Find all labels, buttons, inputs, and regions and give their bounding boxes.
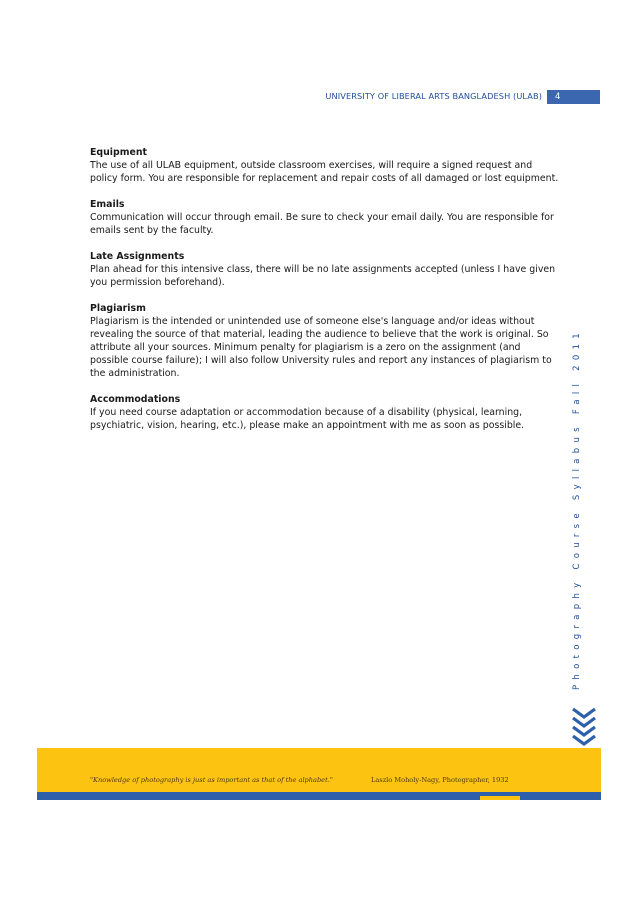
logo-fragment <box>480 796 520 800</box>
syllabus-content <box>90 146 560 445</box>
page-number: 4 <box>547 90 600 104</box>
section-body: Communication will occur through email. Be sure to check your email daily. You are responsible for emails sent by the faculty. <box>90 212 554 236</box>
side-label: Photography Course Syllabus Fall 2011 <box>572 328 582 690</box>
section-heading: Late Assignments <box>90 251 185 262</box>
section-heading: Plagiarism <box>90 303 146 314</box>
section-accommodations <box>90 393 560 432</box>
footer-quote: "Knowledge of photography is just as important as that of the alphabet." <box>90 776 333 784</box>
chevron-down-icon <box>570 706 598 746</box>
footer-band <box>37 748 601 792</box>
section-late-assignments <box>90 250 560 289</box>
section-heading: Emails <box>90 199 125 210</box>
section-body: Plagiarism is the intended or unintended use of someone else's language and/or ideas without revealing the source of that material, leading the audience to believe that the work is original. So attribute all your sources. Minimum penalty for plagiarism is a zero on the assignment (and possible course failure); I will also follow University rules and report any instances of plagiarism to the administration. <box>90 316 552 379</box>
header-title: UNIVERSITY OF LIBERAL ARTS BANGLADESH (ULAB) <box>325 91 542 101</box>
section-equipment <box>90 146 560 185</box>
section-heading: Equipment <box>90 147 147 158</box>
section-plagiarism <box>90 302 560 380</box>
section-body: If you need course adaptation or accommodation because of a disability (physical, learning, psychiatric, vision, hearing, etc.), please make an appointment with me as soon as possible. <box>90 407 525 431</box>
section-heading: Accommodations <box>90 394 181 405</box>
section-emails <box>90 198 560 237</box>
section-body: Plan ahead for this intensive class, there will be no late assignments accepted (unless I have given you permission beforehand). <box>90 264 556 288</box>
section-body: The use of all ULAB equipment, outside classroom exercises, will require a signed request and policy form. You are responsible for replacement and repair costs of all damaged or lost equipment. <box>90 160 559 184</box>
footer-attribution: Laszlo Moholy-Nagy, Photographer, 1932 <box>371 776 509 784</box>
